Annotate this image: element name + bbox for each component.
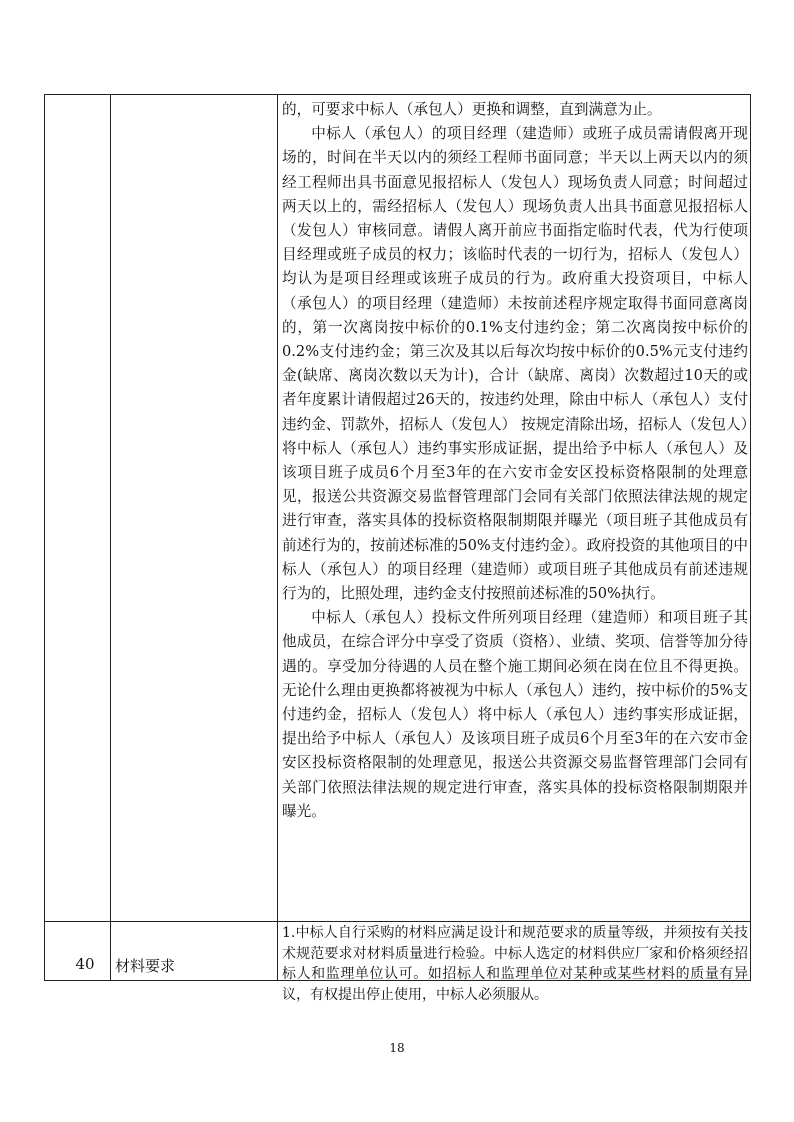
paragraph-materials: 1.中标人自行采购的材料应满足设计和规范要求的质量等级，并须按有关技术规范要求对材料质量进行检验。中标人选定的材料供应厂家和价格须经招标人和监理单位认可。如招标人和监理单位对某种或某些材料的质量有异议，有权提出停止使用，中标人必须服从。 [282, 925, 748, 1003]
row-number: 40 [75, 955, 95, 973]
column-divider-2 [277, 95, 278, 980]
row-divider [45, 921, 750, 922]
row-label: 材料要求 [115, 957, 176, 975]
material-requirements-content [282, 923, 748, 1005]
paragraph-continued: 的，可要求中标人（承包人）更换和调整，直到满意为止。 [282, 101, 662, 118]
paragraph-bonus-personnel: 中标人（承包人）投标文件所列项目经理（建造师）和项目班子其他成员，在综合评分中享受了资质（资格）、业绩、奖项、信誉等加分待遇的。享受加分待遇的人员在整个施工期间必须在岗在位且不得更换。无论什么理由更换都将被视为中标人（承包人）违约，按中标价的5%支付违约金，招标人（发包人）将中标人（承包人）违约事实形成证据，提出给予中标人（承包人）及该项目班子成员6个月至3年的在六安市金安区投标资格限制的处理意见，报送公共资源交易监督管理部门会同有关部门依照法律法规的规定进行审查，落实具体的投标资格限制期限并曝光。 [282, 609, 748, 820]
clause-content-continued [282, 98, 748, 824]
paragraph-leave-rules: 中标人（承包人）的项目经理（建造师）或班子成员需请假离开现场的，时间在半天以内的须经工程师书面同意；半天以上两天以内的须经工程师出具书面意见报招标人（发包人）现场负责人同意；时间超过两天以上的，需经招标人（发包人）现场负责人出具书面意见报招标人（发包人）审核同意。请假人离开前应书面指定临时代表，代为行使项目经理或班子成员的权力；该临时代表的一切行为，招标人（发包人）均认为是项目经理或该班子成员的行为。政府重大投资项目，中标人（承包人）的项目经理（建造师）未按前述程序规定取得书面同意离岗的，第一次离岗按中标价的0.1%支付违约金；第二次离岗按中标价的0.2%支付违约金；第三次及其以后每次均按中标价的0.5%元支付违约金(缺席、离岗次数以天为计)，合计（缺席、离岗）次数超过10天的或者年度累计请假超过26天的，按违约处理，除由中标人（承包人）支付违约金、罚款外，招标人（发包人） 按规定清除出场，招标人（发包人）将中标人（承包人）违约事实形成证据，提出给予中标人（承包人）及该项目班子成员6个月至3年的在六安市金安区投标资格限制的处理意见，报送公共资源交易监督管理部门会同有关部门依照法律法规的规定进行审查，落实具体的投标资格限制期限并曝光（项目班子其他成员有前述行为的，按前述标准的50%支付违约金）。政府投资的其他项目的中标人（承包人）的项目经理（建造师）或项目班子其他成员有前述违规行为的，比照处理，违约金支付按照前述标准的50%执行。 [282, 125, 748, 603]
column-divider-1 [110, 95, 111, 980]
page-number: 18 [389, 1041, 405, 1055]
